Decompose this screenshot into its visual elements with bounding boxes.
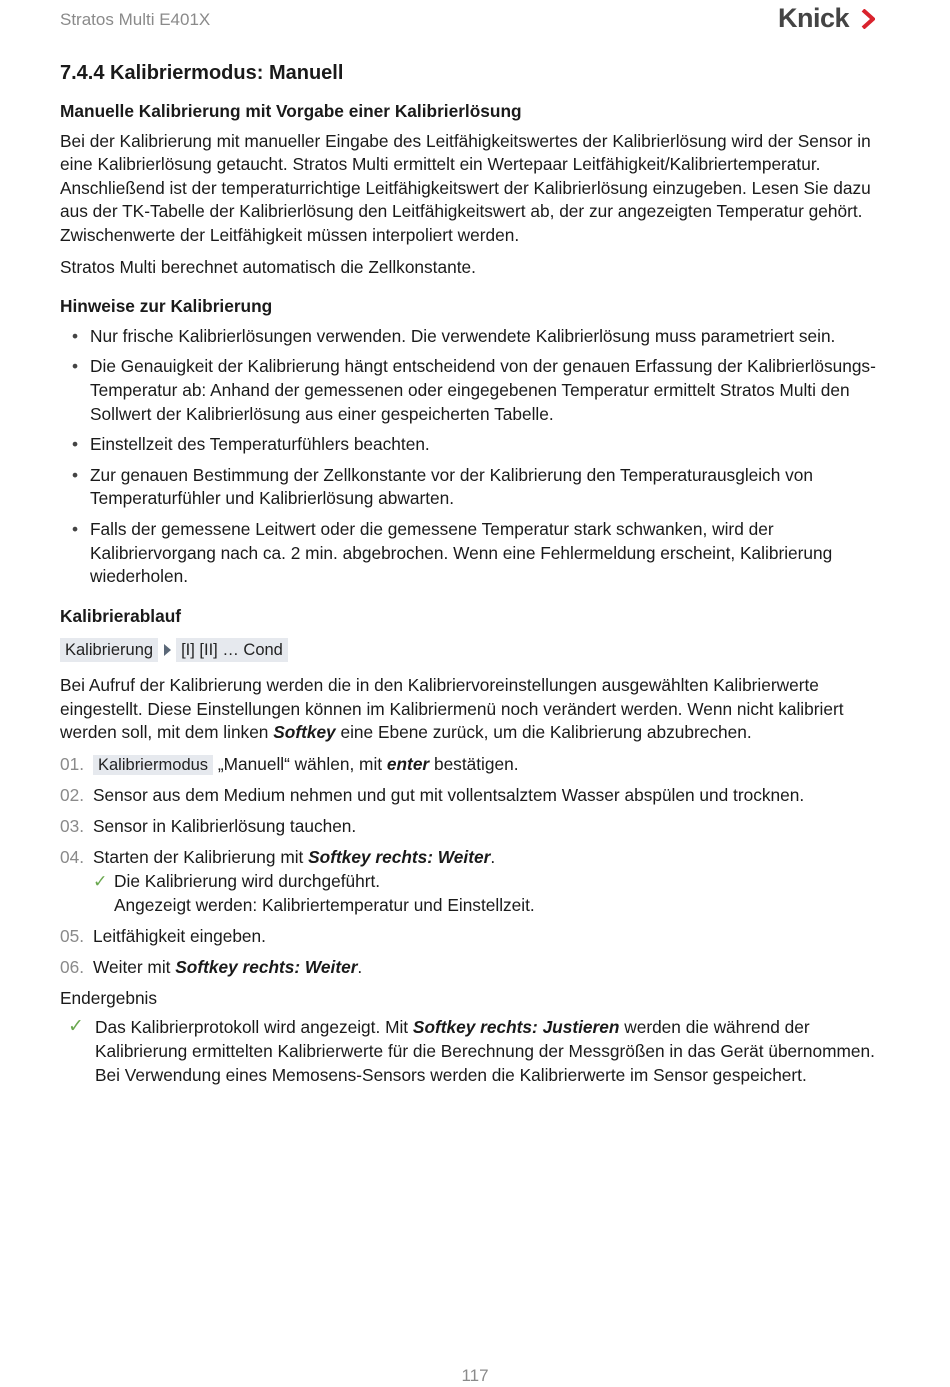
list-item: • Nur frische Kalibrierlösungen verwenden. Die verwendete Kalibrierlösung muss parametriert sein. bbox=[60, 325, 890, 349]
menu-item-calibration: Kalibrierung bbox=[60, 638, 158, 662]
subheading-calibration-hints: Hinweise zur Kalibrierung bbox=[60, 296, 273, 317]
menu-item-channel-cond: [I] [II] … Cond bbox=[176, 638, 288, 662]
step-05 bbox=[60, 925, 890, 949]
list-item: • Falls der gemessene Leitwert oder die gemessene Temperatur stark schwanken, wird der Kalibriervorgang nach ca. 2 min. abgebrochen. Wenn eine Fehlermeldung erscheint, Kalibrierung wiederholen. bbox=[60, 518, 890, 589]
menu-item-calibration-mode: Kalibriermodus bbox=[93, 755, 213, 775]
subheading-manual-calibration: Manuelle Kalibrierung mit Vorgabe einer Kalibrierlösung bbox=[60, 101, 522, 121]
logo-wordmark: Knick bbox=[778, 3, 850, 33]
section-heading: 7.4.4 Kalibriermodus: Manuell bbox=[60, 62, 344, 84]
intro-paragraph: Bei der Kalibrierung mit manueller Eingabe des Leitfähigkeitswertes der Kalibrierlösung wird der Sensor in eine Kalibrierlösung getaucht. Stratos Multi ermittelt ein Wertepaar Leitfähigkeit/Kalibriertemperatur. Anschließend ist der temperaturrichtige Leitfähigkeitswert der Kalibrierlösung einzugeben. Lesen Sie dazu aus der TK-Tabelle der Kalibrierlösung den Leitfähigkeitswert ab, der zur angezeigten Temperatur gehört. Zwischenwerte der Leitfähigkeit müssen interpoliert werden. bbox=[60, 130, 871, 245]
result-label: Endergebnis bbox=[60, 987, 158, 1008]
step-text: Sensor in Kalibrierlösung tauchen. bbox=[93, 816, 357, 837]
knick-logo bbox=[778, 3, 875, 34]
list-item: • Zur genauen Bestimmung der Zellkonstante vor der Kalibrierung den Temperaturausgleich von Temperaturfühler und Kalibrierlösung abwarten. bbox=[60, 464, 890, 511]
steps-list bbox=[60, 753, 890, 979]
step-text: Weiter mit Softkey rechts: Weiter. bbox=[93, 956, 363, 977]
step-number: 06. bbox=[60, 956, 85, 977]
result-text: ✓ Das Kalibrierprotokoll wird angezeigt. Mit Softkey rechts: Justieren werden die während der Kalibrierung ermittelten Kalibrierwerte für die Berechnung der Messgrößen in das Gerät übernommen. Bei Verwendung eines Memosens-Sensors werden die Kalibrierwerte im Sensor gespeichert. bbox=[68, 1016, 875, 1085]
list-item: • Die Genauigkeit der Kalibrierung hängt entscheidend von der genauen Erfassung der Kalibrierlösungs-Temperatur ab: Anhand der gemessenen oder eingegebenen Temperatur ermittelt Stratos Multi den Sollwert der Kalibrierlösung aus einer gespeicherten Tabelle. bbox=[60, 355, 890, 426]
menu-path bbox=[60, 638, 890, 662]
step-text: Starten der Kalibrierung mit Softkey rechts: Weiter. bbox=[93, 847, 496, 868]
step-result: ✓ Die Kalibrierung wird durchgeführt. Angezeigt werden: Kalibriertemperatur und Einstellzeit. bbox=[93, 870, 535, 915]
list-item: • Einstellzeit des Temperaturfühlers beachten. bbox=[60, 433, 890, 457]
step-number: 04. bbox=[60, 847, 85, 868]
step-text: Leitfähigkeit eingeben. bbox=[93, 925, 266, 946]
hints-list bbox=[60, 325, 890, 589]
document-header-title: Stratos Multi E401X bbox=[60, 10, 211, 29]
step-number: 05. bbox=[60, 925, 85, 946]
step-text: Sensor aus dem Medium nehmen und gut mit vollentsalztem Wasser abspülen und trocknen. bbox=[93, 785, 805, 806]
page-number: 117 bbox=[461, 1366, 489, 1385]
step-number: 01. bbox=[60, 754, 85, 775]
step-number: 03. bbox=[60, 816, 85, 837]
logo-chevron-icon bbox=[861, 9, 875, 29]
subheading-calibration-procedure: Kalibrierablauf bbox=[60, 605, 182, 626]
checkmark-icon: ✓ bbox=[68, 1016, 84, 1038]
step-06 bbox=[60, 956, 890, 980]
arrow-right-icon bbox=[164, 644, 171, 656]
procedure-paragraph: Bei Aufruf der Kalibrierung werden die in den Kalibriervoreinstellungen ausgewählten Kalibrierwerte eingestellt. Diese Einstellungen können im Kalibriermenü noch verändert werden. Wenn nicht kalibriert werden soll, mit dem linken Softkey eine Ebene zurück, um die Kalibrierung abzubrechen. bbox=[60, 675, 844, 743]
step-01: 01. Kalibriermodus „Manuell“ wählen, mit enter bestätigen. bbox=[60, 753, 890, 777]
step-03 bbox=[60, 815, 890, 839]
page-content bbox=[60, 100, 890, 1087]
step-02 bbox=[60, 784, 890, 808]
step-number: 02. bbox=[60, 785, 85, 806]
step-04 bbox=[60, 846, 890, 917]
cell-constant-note: Stratos Multi berechnet automatisch die Zellkonstante. bbox=[60, 256, 476, 277]
checkmark-icon: ✓ bbox=[93, 870, 108, 891]
